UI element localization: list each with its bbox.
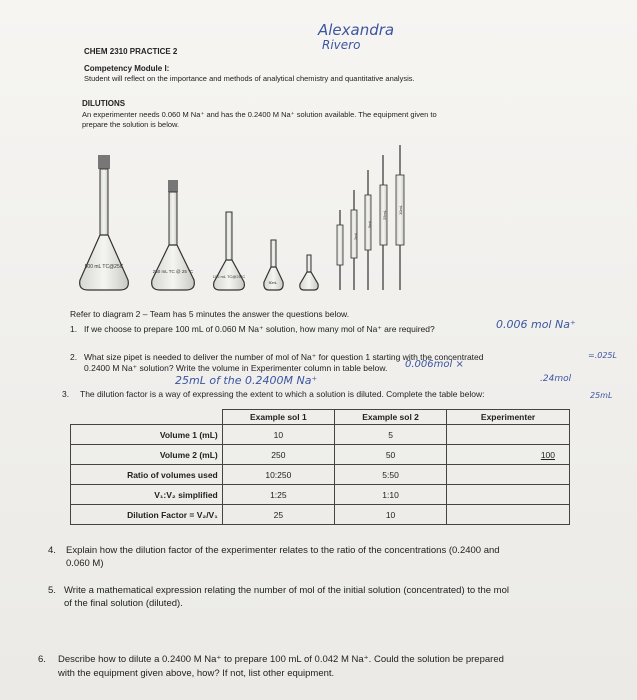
table-cell: 1:25	[222, 485, 334, 505]
table-cell: 1:10	[334, 485, 446, 505]
table-row	[71, 465, 570, 485]
table-cell: 5:50	[334, 465, 446, 485]
table-header-row	[71, 410, 570, 425]
row-label: Volume 2 (mL)	[71, 445, 223, 465]
flask-500-label: 500 mL TC@25C	[84, 264, 124, 270]
module-description: Student will reflect on the importance and methods of analytical chemistry and quantitative analysis.	[84, 74, 415, 83]
table-cell: 25	[222, 505, 334, 525]
table-cell: 10	[334, 505, 446, 525]
table-header-cell: Example sol 1	[222, 410, 334, 425]
q2-number: 2.	[70, 352, 78, 362]
q2-handwritten-answer: 25mL of the 0.2400M Na⁺	[175, 374, 318, 387]
table-cell-experimenter	[447, 425, 570, 445]
table-cell: 10:250	[222, 465, 334, 485]
q1-number: 1.	[70, 324, 78, 334]
pipet-label-2: 10mL	[398, 204, 403, 215]
table-row	[71, 485, 570, 505]
q4-line1: Explain how the dilution factor of the experimenter relates to the ratio of the concentrations (0.2400 and	[66, 545, 500, 556]
table-cell: 5	[334, 425, 446, 445]
q5-line2: of the final solution (diluted).	[64, 598, 183, 609]
q1-text: If we choose to prepare 100 mL of 0.060 M Na⁺ solution, how many mol of Na⁺ are required?	[84, 324, 435, 334]
q6-number: 6.	[38, 654, 46, 665]
handwritten-name-first: Alexandra	[318, 21, 395, 39]
row-label: V₁:V₂ simplified	[71, 485, 223, 505]
row-label: Volume 1 (mL)	[71, 425, 223, 445]
table-cell: 250	[222, 445, 334, 465]
q2-handwritten-side-bottom: 25mL	[590, 391, 613, 400]
q3-number: 3.	[62, 389, 70, 399]
q1-handwritten-answer: 0.006 mol Na⁺	[496, 318, 576, 331]
flask-100-label: 100 mL TC@25°C	[212, 274, 246, 279]
q5-line1: Write a mathematical expression relating the number of mol of the initial solution (concentrated) to the mol	[64, 585, 509, 596]
pipet-label-1: 25mL	[382, 209, 387, 220]
q2-line2: 0.2400 M Na⁺ solution? Write the volume in Experimenter column in table below.	[84, 363, 388, 373]
flask-50-label: 50mL	[268, 281, 278, 285]
pipet-label-4: 2mL	[353, 232, 358, 240]
q4-number: 4.	[48, 545, 56, 556]
q6-line1: Describe how to dilute a 0.2400 M Na⁺ to prepare 100 mL of 0.042 M Na⁺. Could the solution be prepared	[58, 654, 504, 665]
table-row	[71, 505, 570, 525]
q6-line2: with the equipment given above, how? If not, list other equipment.	[58, 668, 335, 679]
table-header-cell: Example sol 2	[334, 410, 446, 425]
small-flask	[300, 255, 318, 290]
q2-line1: What size pipet is needed to deliver the number of mol of Na⁺ for question 1 starting with the concentrated	[84, 352, 484, 362]
table-header-cell: Experimenter	[447, 410, 570, 425]
pipet-rack	[337, 145, 404, 290]
pipet-label-3: 5mL	[367, 220, 372, 228]
q2-handwritten-side-top: =.025L	[588, 351, 617, 360]
course-title: CHEM 2310 PRACTICE 2	[84, 47, 178, 56]
table-header-cell	[71, 410, 223, 425]
dilutions-intro-1: An experimenter needs 0.060 M Na⁺ and has the 0.2400 M Na⁺ solution available. The equipment given to	[82, 110, 437, 119]
q5-number: 5.	[48, 585, 56, 596]
table-cell-experimenter	[447, 485, 570, 505]
row-label: Ratio of volumes used	[71, 465, 223, 485]
table-row	[71, 425, 570, 445]
q3-text: The dilution factor is a way of expressing the extent to which a solution is diluted. Complete the table below:	[80, 389, 485, 399]
table-cell-experimenter: 100	[447, 445, 570, 465]
refer-instruction: Refer to diagram 2 – Team has 5 minutes the answer the questions below.	[70, 309, 350, 319]
table-cell-experimenter	[447, 465, 570, 485]
flask-250-label: 250 mL TC @ 25 °C	[152, 269, 194, 274]
glassware-diagram	[78, 140, 438, 300]
dilutions-heading: DILUTIONS	[82, 99, 126, 108]
q2-handwritten-side-mid: .24mol	[540, 374, 572, 384]
dilutions-intro-2: prepare the solution is below.	[82, 120, 180, 129]
q2-handwritten-inline: 0.006mol ×	[405, 359, 464, 370]
dilution-table	[70, 409, 570, 525]
module-title: Competency Module I:	[84, 64, 170, 73]
table-cell: 50	[334, 445, 446, 465]
table-cell: 10	[222, 425, 334, 445]
q4-line2: 0.060 M)	[66, 558, 104, 569]
handwritten-name-last: Rivero	[322, 38, 361, 52]
row-label: Dilution Factor = V₂/V₁	[71, 505, 223, 525]
table-cell-experimenter	[447, 505, 570, 525]
table-row	[71, 445, 570, 465]
